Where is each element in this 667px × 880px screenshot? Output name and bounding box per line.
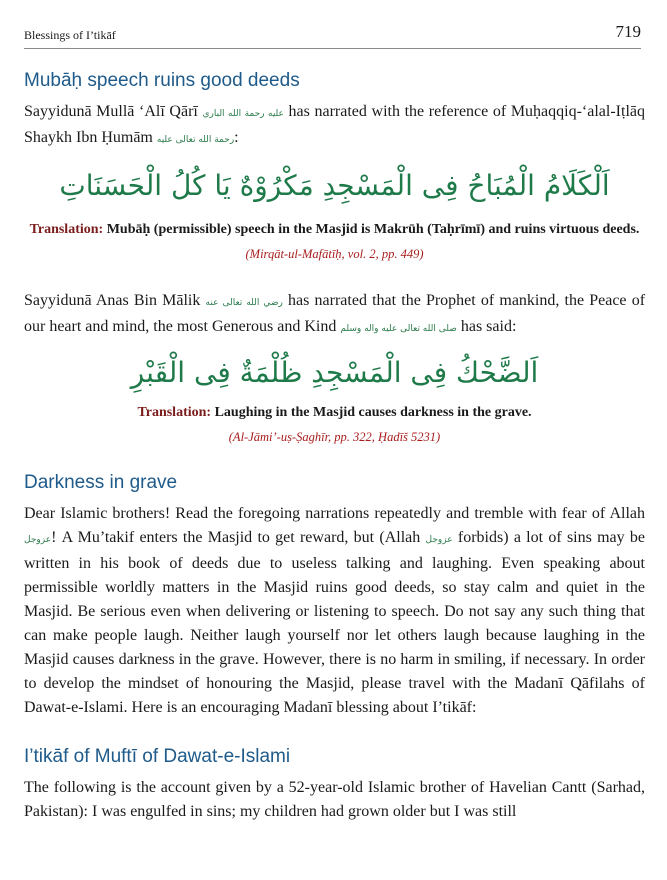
section-heading-mubah: Mubāḥ speech ruins good deeds: [24, 70, 300, 91]
translation-2: [24, 401, 645, 425]
arabic-quote-2: اَلضَّحْكُ فِى الْمَسْجِدِ ظُلْمَةٌ فِى الْقَبْرِ: [130, 356, 539, 389]
text-segment: has narrated with the reference of Muḥaqqiq-‘alal-Iṭlāq Shaykh Ibn Ḥumām: [24, 103, 645, 146]
text-segment: ! A Mu’takif enters the Masjid to get reward, but (Allah: [51, 529, 421, 546]
translation-label: Translation:: [29, 222, 104, 237]
reference-citation: (Mirqāt-ul-Mafātīḥ, vol. 2, pp. 449): [245, 247, 424, 261]
honorific-glyph: عليه رحمة الله الباري: [202, 109, 284, 119]
paragraph-itikaf-account: The following is the account given by a 52-year-old Islamic brother of Havelian Cantt (Sarhad, Pakistan): I was engulfed in sins; my children had grown older but I was still: [24, 779, 645, 820]
paragraph-anas-bin-malik: [24, 289, 645, 341]
translation-text: Mubāḥ (permissible) speech in the Masjid is Makrūh (Taḥrīmī) and ruins virtuous deeds.: [106, 222, 640, 237]
running-title: Blessings of I’tikāf: [24, 28, 116, 42]
section-heading-darkness: Darkness in grave: [24, 472, 178, 493]
paragraph-mulla-ali-qari: [24, 100, 645, 152]
text-segment: Dear Islamic brothers! Read the foregoing narrations repeatedly and tremble with fear of Allah: [24, 505, 645, 522]
honorific-glyph: عزوجل: [24, 535, 52, 545]
text-segment: has said:: [460, 318, 517, 335]
section-heading-itikaf-mufti: I’tikāf of Muftī of Dawat-e-Islami: [24, 746, 291, 767]
running-header: [24, 22, 641, 49]
translation-1: [24, 218, 645, 267]
paragraph-darkness: [24, 502, 645, 720]
text-segment: :: [234, 129, 239, 146]
text-segment: Sayyidunā Anas Bin Mālik: [24, 292, 201, 309]
translation-text: Laughing in the Masjid causes darkness in the grave.: [214, 405, 532, 420]
translation-2-reference: [24, 425, 645, 450]
honorific-glyph: صلى الله تعالى عليه واله وسلم: [340, 324, 457, 334]
honorific-glyph: رحمة الله تعالى عليه: [156, 135, 235, 145]
text-segment: Sayyidunā Mullā ‘Alī Qārī: [24, 103, 198, 120]
honorific-glyph: عزوجل: [425, 535, 453, 545]
text-segment: has narrated that the Prophet of mankind, the Peace of our heart and mind, the most Generous and Kind: [24, 292, 646, 335]
text-segment: forbids) a lot of sins may be written in his book of deeds due to useless talking and laughing. Even speaking about permissible worldly matters in the Masjid ruins good deeds, so stay calm and quiet in the Masjid. Be serious even when delivering or listening to speech. Do not say any such thing that can make people laugh. Neither laugh yourself nor let others laugh because laughing in the Masjid causes darkness in the grave. However, there is no harm in smiling, if necessary. In order to develop the mindset of honouring the Masjid, please travel with the Madanī Qāfilahs of Dawat-e-Islami. Here is an encouraging Madanī blessing about I’tikāf:: [24, 529, 646, 716]
arabic-quote-1: اَلْكَلَامُ الْمُبَاحُ فِى الْمَسْجِدِ مَكْرُوْهٌ يَا كُلُ الْحَسَنَاتِ: [59, 169, 610, 202]
reference-citation: (Al-Jāmi’-uṣ-Ṣaghīr, pp. 322, Ḥadīš 5231): [228, 430, 441, 444]
page-number: 719: [615, 22, 641, 41]
translation-label: Translation:: [137, 405, 212, 420]
page-content: [24, 68, 645, 824]
honorific-glyph: رضي الله تعالى عنه: [205, 298, 283, 308]
